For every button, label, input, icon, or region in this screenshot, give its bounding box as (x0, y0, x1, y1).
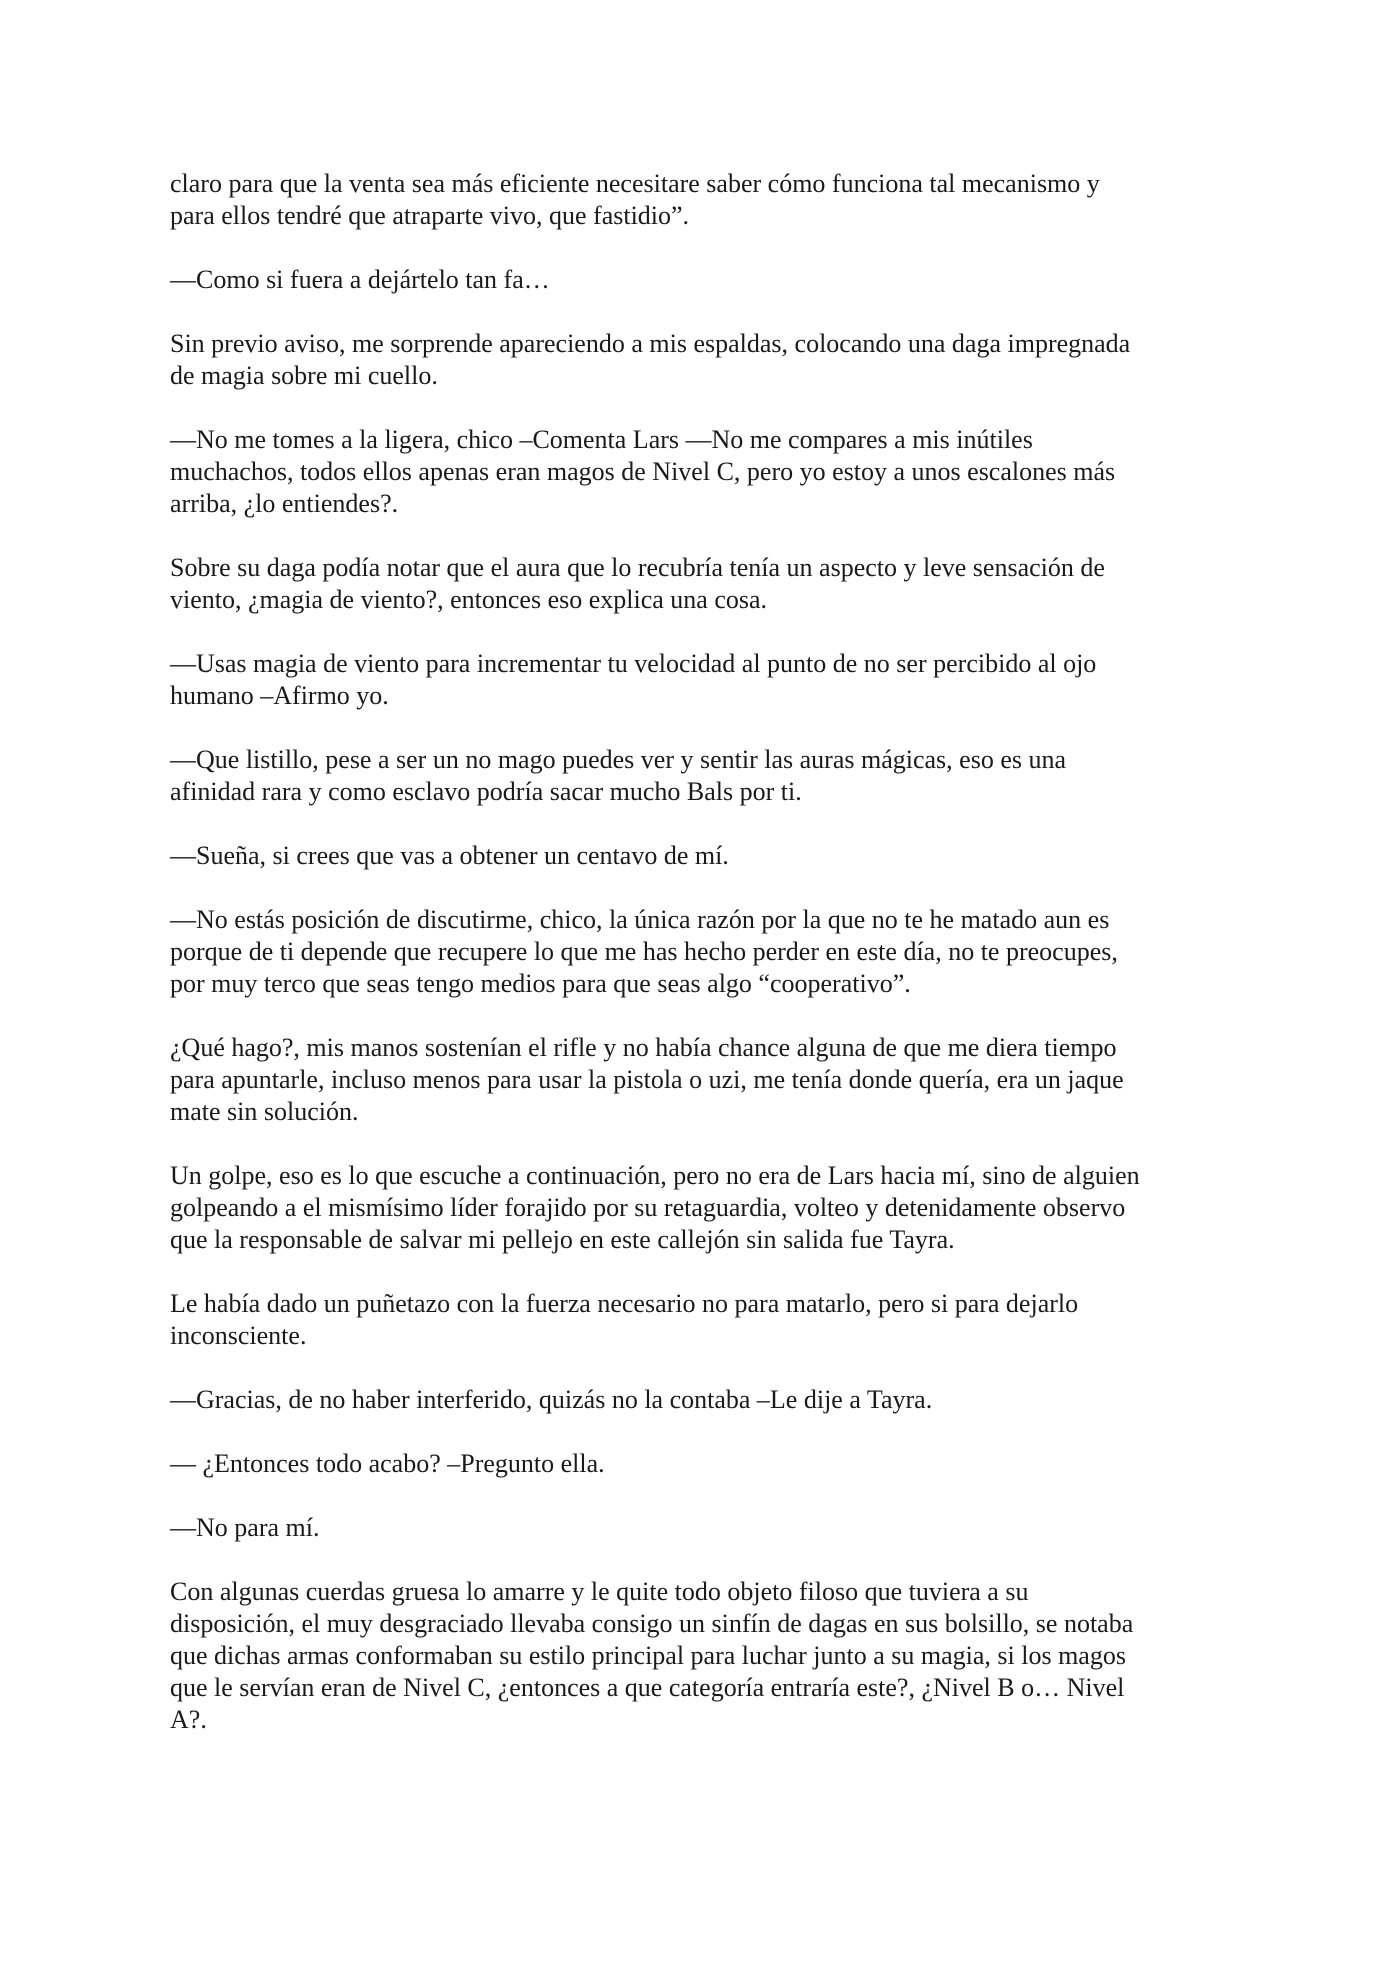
paragraph: Sin previo aviso, me sorprende apareciendo a mis espaldas, colocando una daga impregnada de magia sobre mi cuello. (170, 329, 1131, 390)
paragraph: —No estás posición de discutirme, chico, la única razón por la que no te he matado aun es porque de ti depende que recupere lo que me has hecho perder en este día, no te preocupes, por muy terco que seas tengo medios para que seas algo “cooperativo”. (170, 905, 1118, 998)
paragraph: Sobre su daga podía notar que el aura que lo recubría tenía un aspecto y leve sensación de viento, ¿magia de viento?, entonces eso explica una cosa. (170, 553, 1105, 614)
paragraph: —Usas magia de viento para incrementar tu velocidad al punto de no ser percibido al ojo humano –Afirmo yo. (170, 649, 1097, 710)
paragraph: Con algunas cuerdas gruesa lo amarre y le quite todo objeto filoso que tuviera a su disposición, el muy desgraciado llevaba consigo un sinfín de dagas en sus bolsillo, se notaba que dichas armas conformaban su estilo principal para luchar junto a su magia, si los magos que le servían eran de Nivel C, ¿entonces a que categoría entraría este?, ¿Nivel B o… Nivel A?. (170, 1577, 1134, 1734)
paragraph: — ¿Entonces todo acabo? –Pregunto ella. (170, 1449, 605, 1478)
paragraph: claro para que la venta sea más eficiente necesitare saber cómo funciona tal mecanismo y para ellos tendré que atraparte vivo, que fastidio”. (170, 169, 1100, 230)
document-body (170, 168, 1230, 1768)
paragraph: —No para mí. (170, 1513, 320, 1542)
paragraph: Un golpe, eso es lo que escuche a continuación, pero no era de Lars hacia mí, sino de alguien golpeando a el mismísimo líder forajido por su retaguardia, volteo y detenidamente observo que la responsable de salvar mi pellejo en este callejón sin salida fue Tayra. (170, 1161, 1140, 1254)
paragraph: —Que listillo, pese a ser un no mago puedes ver y sentir las auras mágicas, eso es una afinidad rara y como esclavo podría sacar mucho Bals por ti. (170, 745, 1067, 806)
paragraph: Le había dado un puñetazo con la fuerza necesario no para matarlo, pero si para dejarlo inconsciente. (170, 1289, 1079, 1350)
paragraph: —Gracias, de no haber interferido, quizás no la contaba –Le dije a Tayra. (170, 1385, 933, 1414)
paragraph: —Como si fuera a dejártelo tan fa… (170, 265, 550, 294)
paragraph: ¿Qué hago?, mis manos sostenían el rifle y no había chance alguna de que me diera tiempo para apuntarle, incluso menos para usar la pistola o uzi, me tenía donde quería, era un jaque mate sin solución. (170, 1033, 1124, 1126)
paragraph: —Sueña, si crees que vas a obtener un centavo de mí. (170, 841, 729, 870)
paragraph: —No me tomes a la ligera, chico –Comenta Lars —No me compares a mis inútiles muchachos, todos ellos apenas eran magos de Nivel C, pero yo estoy a unos escalones más arriba, ¿lo entiendes?. (170, 425, 1116, 518)
